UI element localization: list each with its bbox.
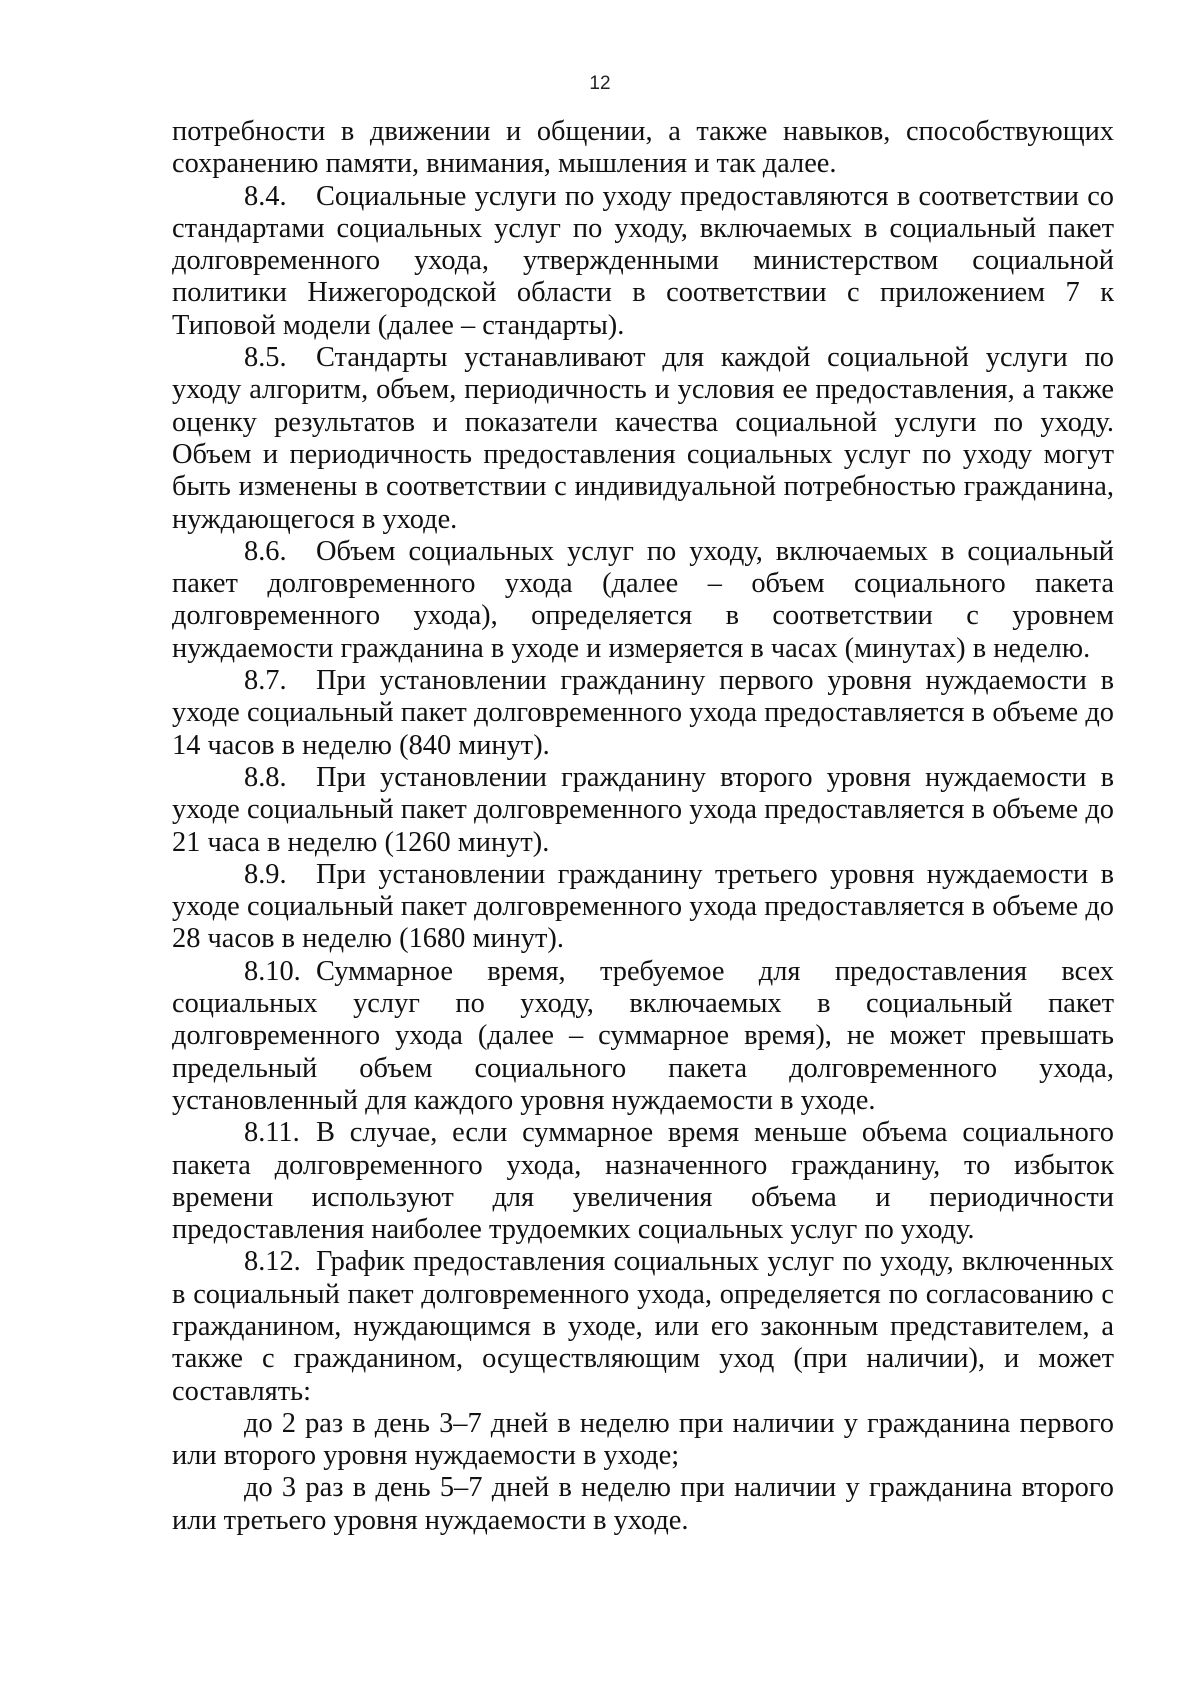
paragraph-8-10 (172, 956, 1114, 1117)
paragraph-number: 8.5. (244, 342, 287, 374)
paragraph-number: 8.10. (244, 955, 301, 987)
paragraph-number: 8.4. (244, 180, 287, 212)
paragraph-number: 8.6. (244, 535, 287, 567)
paragraph-text: При установлении гражданину второго уровня нуждаемости в уходе социальный пакет долговременного ухода предоставляется в объеме до 21 часа в неделю (1260 минут). (172, 761, 1114, 858)
paragraph-8-4 (172, 181, 1114, 342)
paragraph-number: 8.7. (244, 665, 287, 697)
paragraph-continuation (172, 116, 1114, 181)
paragraph-number: 8.11. (244, 1117, 300, 1149)
paragraph-text: При установлении гражданину третьего уровня нуждаемости в уходе социальный пакет долговременного ухода предоставляется в объеме до 28 часов в неделю (1680 минут). (172, 858, 1114, 955)
schedule-item-2 (172, 1472, 1114, 1537)
paragraph-8-8 (172, 762, 1114, 859)
paragraph-text: до 3 раз в день 5–7 дней в неделю при наличии у гражданина второго или третьего уровня нуждаемости в уходе. (172, 1472, 1114, 1536)
paragraph-8-9 (172, 859, 1114, 956)
document-body (172, 116, 1114, 1537)
paragraph-number: 8.8. (244, 761, 287, 793)
paragraph-8-7 (172, 665, 1114, 762)
paragraph-number: 8.12. (244, 1246, 301, 1278)
paragraph-text: При установлении гражданину первого уровня нуждаемости в уходе социальный пакет долговременного ухода предоставляется в объеме до 14 часов в неделю (840 минут). (172, 665, 1114, 761)
paragraph-text: График предоставления социальных услуг по уходу, включенных в социальный пакет долговременного ухода, определяется по согласованию с гражданином, нуждающимся в уходе, или его законным представителем, а также с гражданином, осуществляющим уход (при наличии), и может составлять: (172, 1246, 1114, 1407)
schedule-item-1 (172, 1408, 1114, 1473)
page-number: 12 (589, 73, 611, 94)
paragraph-text: Объем социальных услуг по уходу, включаемых в социальный пакет долговременного ухода (далее – объем социального пакета долговременного ухода), определяется в соответствии с уровнем нуждаемости гражданина в уходе и измеряется в часах (минутах) в неделю. (172, 535, 1114, 664)
paragraph-text: В случае, если суммарное время меньше объема социального пакета долговременного ухода, назначенного гражданину, то избыток времени используют для увеличения объема и периодичности предоставления наиболее трудоемких социальных услуг по уходу. (172, 1117, 1114, 1246)
paragraph-text: Суммарное время, требуемое для предоставления всех социальных услуг по уходу, включаемых в социальный пакет долговременного ухода (далее – суммарное время), не может превышать предельный объем социального пакета долговременного ухода, установленный для каждого уровня нуждаемости в уходе. (172, 955, 1114, 1116)
paragraph-8-5 (172, 342, 1114, 536)
paragraph-number: 8.9. (244, 858, 287, 890)
paragraph-text: до 2 раз в день 3–7 дней в неделю при наличии у гражданина первого или второго уровня нуждаемости в уходе; (172, 1407, 1114, 1472)
paragraph-8-11 (172, 1117, 1114, 1246)
paragraph-text: Стандарты устанавливают для каждой социальной услуги по уходу алгоритм, объем, периодичность и условия ее предоставления, а также оценку результатов и показатели качества социальной услуги по уходу. Объем и периодичность предоставления социальных услуг по уходу могут быть изменены в соответствии с индивидуальной потребностью гражданина, нуждающегося в уходе. (172, 342, 1114, 535)
paragraph-text: потребности в движении и общении, а также навыков, способствующих сохранению памяти, внимания, мышления и так далее. (172, 116, 1114, 180)
paragraph-text: Социальные услуги по уходу предоставляются в соответствии со стандартами социальных услуг по уходу, включаемых в социальный пакет долговременного ухода, утвержденными министерством социальной политики Нижегородской области в соответствии с приложением 7 к Типовой модели (далее – стандарты). (172, 180, 1114, 341)
paragraph-8-12 (172, 1246, 1114, 1407)
paragraph-8-6 (172, 536, 1114, 665)
